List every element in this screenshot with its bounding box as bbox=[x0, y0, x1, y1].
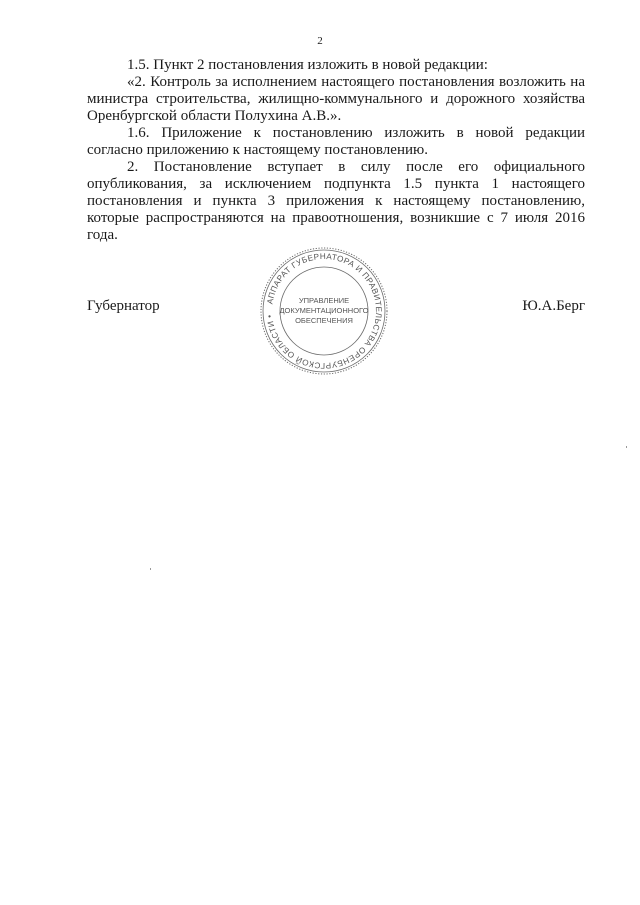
seal-inner-line: ОБЕСПЕЧЕНИЯ bbox=[295, 316, 353, 325]
document-body bbox=[87, 57, 585, 244]
scan-speck bbox=[626, 446, 627, 448]
signatory-name: Ю.А.Берг bbox=[522, 298, 585, 314]
paragraph-1-6: 1.6. Приложение к постановлению изложить в новой редакции согласно приложению к настоящему постановлению. bbox=[87, 125, 585, 158]
seal-inner-line: ДОКУМЕНТАЦИОННОГО bbox=[279, 306, 369, 315]
paragraph-quote-2: «2. Контроль за исполнением настоящего постановления возложить на министра строительства, жилищно-коммунального и дорожного хозяйства Оренбургской области Полухина А.В.». bbox=[87, 74, 585, 124]
scan-speck bbox=[150, 568, 151, 570]
signatory-title: Губернатор bbox=[87, 298, 160, 314]
page-number: 2 bbox=[317, 35, 323, 47]
seal-inner-line: УПРАВЛЕНИЕ bbox=[298, 296, 350, 305]
official-seal bbox=[259, 246, 389, 376]
paragraph-2: 2. Постановление вступает в силу после его официального опубликования, за исключением подпункта 1.5 пункта 1 настоящего постановления и пункта 3 приложения к настоящему постановлению, которые распространяются на правоотношения, возникшие с 7 июля 2016 года. bbox=[87, 159, 585, 243]
paragraph-1-5: 1.5. Пункт 2 постановления изложить в новой редакции: bbox=[127, 57, 488, 73]
seal-inner-text bbox=[259, 296, 389, 326]
seal-outer-text: АППАРАТ ГУБЕРНАТОРА И ПРАВИТЕЛЬСТВА ОРЕНБУРГСКОЙ ОБЛАСТИ • bbox=[265, 251, 384, 371]
